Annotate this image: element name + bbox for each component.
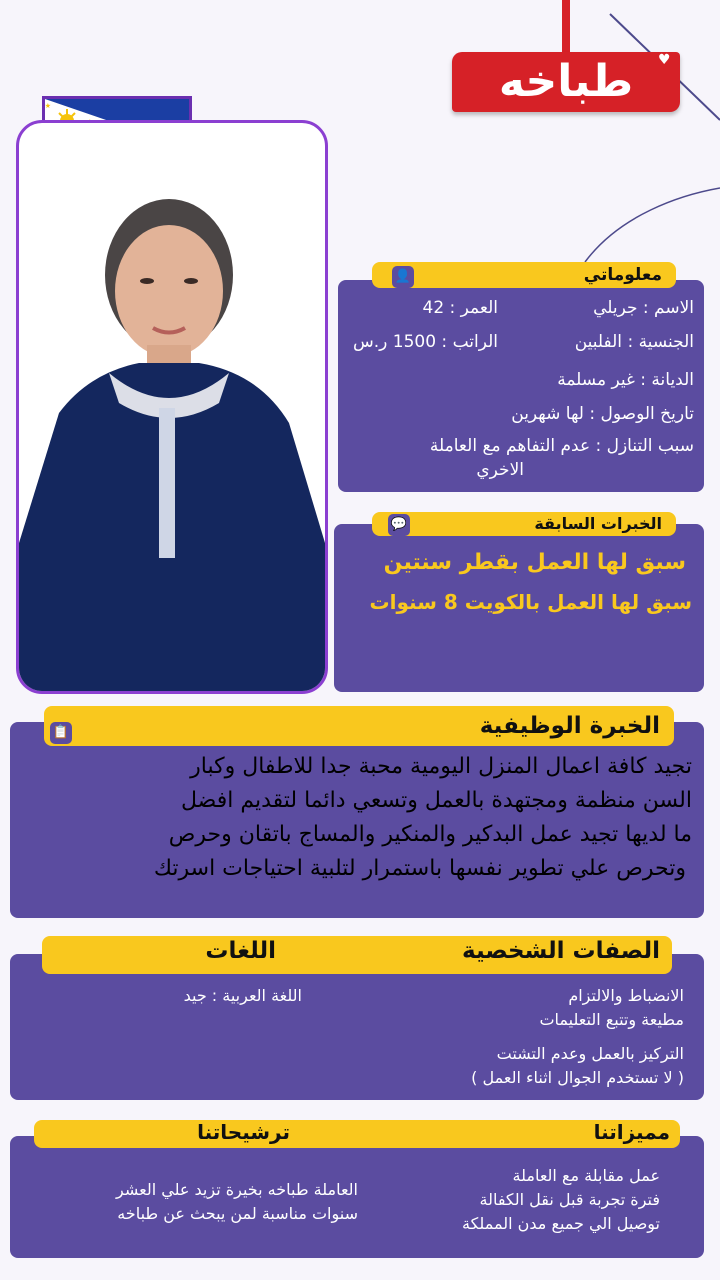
traits-content — [10, 954, 704, 1100]
trait-item: مطيعة وتتبع التعليمات — [539, 1010, 684, 1029]
languages-header: اللغات — [205, 938, 276, 964]
info-religion: الديانة : غير مسلمة — [557, 370, 694, 390]
feature-item: توصيل الي جميع مدن المملكة — [462, 1214, 660, 1233]
experience-kuwait: سبق لها العمل بالكويت 8 سنوات — [369, 590, 692, 614]
info-age: العمر : 42 — [422, 298, 498, 318]
feature-item: عمل مقابلة مع العاملة — [512, 1166, 660, 1185]
document-icon: 📋 — [50, 722, 72, 744]
job-line: السن منظمة ومجتهدة بالعمل وتسعي دائما لتقديم افضل — [180, 788, 692, 813]
job-content — [10, 722, 704, 918]
job-line: ما لديها تجيد عمل البدكير والمنكير والمساج باتقان وحرص — [168, 822, 692, 847]
recommend-line: العاملة طباخه بخيرة تزيد علي العشر — [116, 1180, 358, 1199]
feature-item: فترة تجربة قبل نقل الكفالة — [479, 1190, 660, 1209]
language-arabic: اللغة العربية : جيد — [183, 986, 302, 1005]
trait-item: الانضباط والالتزام — [568, 986, 684, 1005]
info-arrival: تاريخ الوصول : لها شهرين — [511, 404, 694, 424]
trait-item: التركيز بالعمل وعدم التشتت — [496, 1044, 684, 1063]
info-reason-cont: الاخري — [476, 460, 524, 480]
job-line: تجيد كافة اعمال المنزل اليومية محبة جدا للاطفال وكبار — [190, 754, 692, 779]
experience-header: الخبرات السابقة — [372, 512, 676, 536]
info-content — [338, 280, 704, 492]
worker-photo — [16, 120, 328, 694]
features-header: مميزاتنا — [593, 1120, 670, 1144]
heart-icon: ♥ — [658, 52, 671, 68]
experience-qatar: سبق لها العمل بقطر سنتين — [383, 550, 686, 575]
recommend-header: ترشيحاتنا — [197, 1120, 290, 1144]
traits-header: الصفات الشخصية — [462, 938, 660, 964]
info-reason: سبب التنازل : عدم التفاهم مع العاملة — [429, 436, 694, 456]
title-hanger — [562, 0, 570, 56]
recommend-line: سنوات مناسبة لمن يبحث عن طباخه — [117, 1204, 358, 1223]
experience-content — [334, 524, 704, 692]
page-title: طباخه — [452, 52, 680, 112]
chat-icon: 💬 — [388, 514, 410, 536]
svg-text:★: ★ — [45, 102, 51, 110]
job-line: وتحرص علي تطوير نفسها باستمرار لتلبية احتياجات اسرتك — [153, 856, 686, 881]
info-nationality: الجنسية : الفلبين — [574, 332, 694, 352]
trait-item: ( لا تستخدم الجوال اثناء العمل ) — [471, 1068, 684, 1087]
info-header: معلوماتي — [372, 262, 676, 288]
info-name: الاسم : جريلي — [593, 298, 694, 318]
features-content — [10, 1136, 704, 1258]
user-icon: 👤 — [392, 266, 414, 288]
job-header: الخبرة الوظيفية — [44, 706, 674, 746]
info-salary: الراتب : 1500 ر.س — [352, 332, 498, 352]
